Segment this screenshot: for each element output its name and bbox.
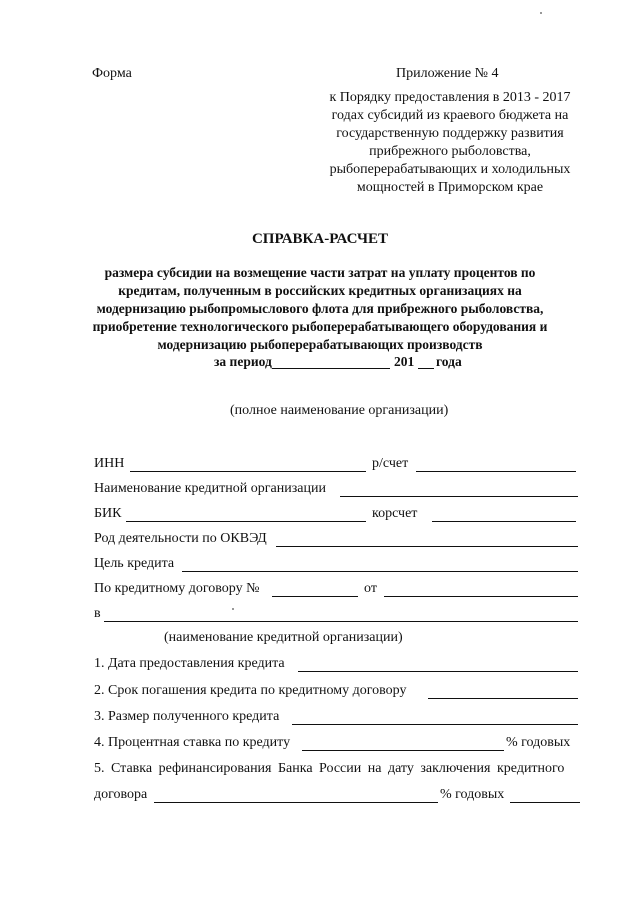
inn-field[interactable] <box>130 471 366 472</box>
item-3-field[interactable] <box>292 724 578 725</box>
okved-label: Род деятельности по ОКВЭД <box>94 531 267 546</box>
item-3-label: 3. Размер полученного кредита <box>94 709 280 724</box>
bik-label: БИК <box>94 506 122 521</box>
organization-caption: (полное наименование организации) <box>230 403 449 418</box>
item-2-field[interactable] <box>428 698 578 699</box>
bank-name-label: Наименование кредитной организации <box>94 481 326 496</box>
loan-agreement-label: По кредитному договору № <box>94 581 260 596</box>
form-label: Форма <box>92 66 132 81</box>
credit-purpose-field[interactable] <box>182 571 578 572</box>
appendix-line: государственную поддержку развития <box>336 126 564 141</box>
agreement-date-field[interactable] <box>384 596 578 597</box>
item-5-field[interactable] <box>154 802 438 803</box>
subtitle-line: модернизацию рыбопромыслового флота для прибрежного рыболовства, <box>96 301 544 316</box>
item-5-trailing-field[interactable] <box>510 802 580 803</box>
appendix-line: рыбоперерабатывающих и холодильных <box>329 162 571 177</box>
appendix-title: Приложение № 4 <box>396 66 499 81</box>
account-field[interactable] <box>416 471 576 472</box>
appendix-line: годах субсидий из краевого бюджета на <box>331 108 569 123</box>
document-subtitle <box>0 264 640 354</box>
period-year-blank[interactable] <box>418 368 434 369</box>
appendix-reference <box>300 89 600 197</box>
subtitle-line: кредитам, полученным в российских кредитных организациях на <box>118 283 522 298</box>
corr-account-label: корсчет <box>372 506 418 521</box>
scan-speck <box>540 12 542 14</box>
item-5-label: 5. Ставка рефинансирования Банка России на дату заключения кредитного <box>94 761 565 776</box>
period-year: 201 <box>394 354 415 369</box>
bank-name-field[interactable] <box>340 496 578 497</box>
appendix-line: прибрежного рыболовства, <box>369 144 531 159</box>
credit-purpose-label: Цель кредита <box>94 556 175 571</box>
account-label: р/счет <box>372 456 409 471</box>
item-2-label: 2. Срок погашения кредита по кредитному договору <box>94 683 407 698</box>
item-4-label: 4. Процентная ставка по кредиту <box>94 735 291 750</box>
item-5-suffix: % годовых <box>440 787 505 802</box>
corr-account-field[interactable] <box>432 521 576 522</box>
item-5-continuation: договора <box>94 787 148 802</box>
item-1-field[interactable] <box>298 671 578 672</box>
period-prefix: за период <box>214 354 272 369</box>
appendix-line: мощностей в Приморском крае <box>356 180 544 195</box>
period-blank[interactable] <box>272 368 390 369</box>
document-title: СПРАВКА-РАСЧЕТ <box>251 231 389 247</box>
appendix-line: к Порядку предоставления в 2013 - 2017 <box>329 90 571 105</box>
item-1-label: 1. Дата предоставления кредита <box>94 656 285 671</box>
in-prefix: в <box>94 606 101 621</box>
scan-speck <box>232 608 234 610</box>
bank-caption: (наименование кредитной организации) <box>164 630 403 645</box>
bank-field[interactable] <box>104 621 578 622</box>
bik-field[interactable] <box>126 521 366 522</box>
period-suffix: года <box>436 354 462 369</box>
item-4-suffix: % годовых <box>506 735 571 750</box>
agreement-from-label: от <box>364 581 377 596</box>
inn-label: ИНН <box>94 456 125 471</box>
okved-field[interactable] <box>276 546 578 547</box>
subtitle-line: размера субсидии на возмещение части затрат на уплату процентов по <box>104 265 536 280</box>
subtitle-line: модернизацию рыбоперерабатывающих производств <box>157 337 483 352</box>
subtitle-line: приобретение технологического рыбоперерабатывающего оборудования и <box>92 319 548 334</box>
item-4-field[interactable] <box>302 750 504 751</box>
loan-agreement-number-field[interactable] <box>272 596 358 597</box>
